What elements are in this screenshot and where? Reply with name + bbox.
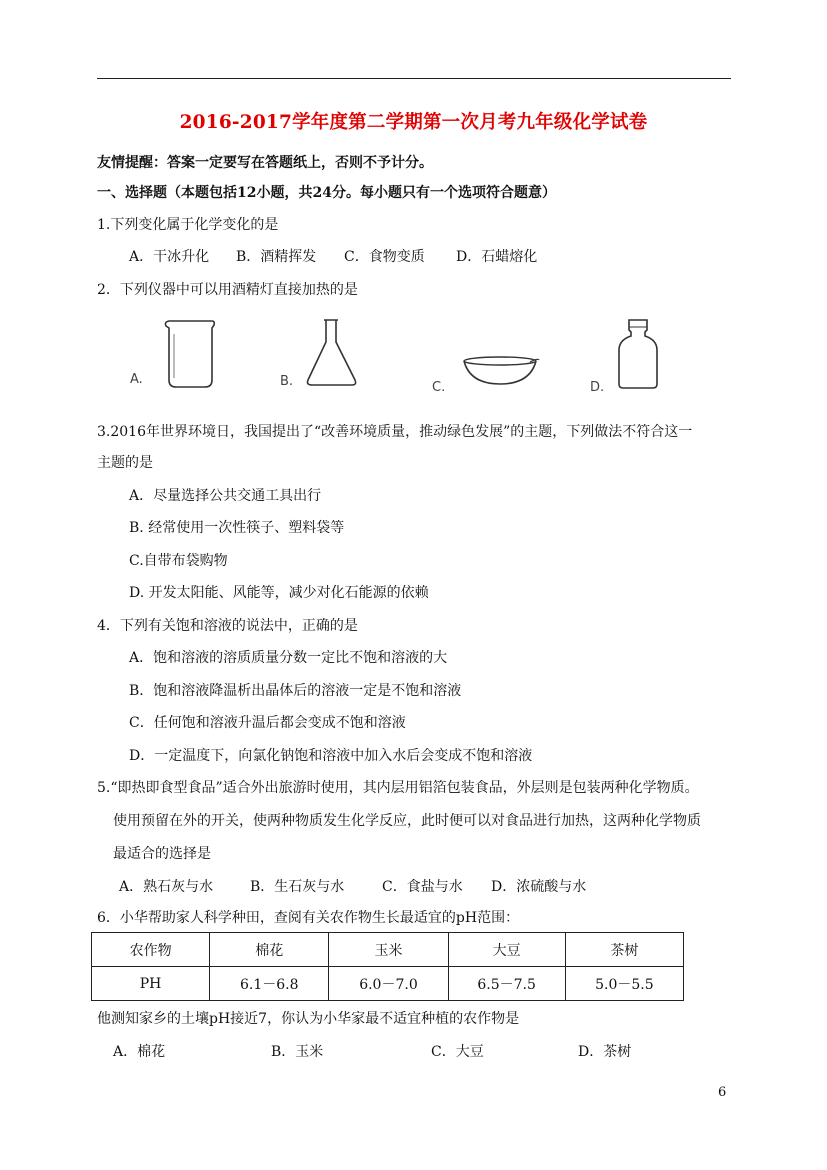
option-c: C．食盐与水: [382, 879, 463, 895]
evaporating-dish-figure: [460, 354, 540, 390]
section-heading: 一、选择题（本题包括12小题，共24分。每小题只有一个选项符合题意）: [97, 185, 556, 201]
table-cell: 农作物: [92, 933, 210, 967]
question-4-option-c: C．任何饱和溶液升温后都会变成不饱和溶液: [129, 715, 406, 731]
beaker-figure: [160, 316, 220, 390]
option-a: A．棉花: [113, 1044, 166, 1060]
table-cell: 6.0－7.0: [329, 967, 448, 1001]
option-d: D．石蜡熔化: [456, 249, 538, 265]
question-3-option-d: D. 开发太阳能、风能等，减少对化石能源的依赖: [129, 585, 429, 601]
table-cell: 5.0－5.5: [565, 967, 683, 1001]
question-4-option-d: D．一定温度下，向氯化钠饱和溶液中加入水后会变成不饱和溶液: [129, 748, 533, 764]
question-3-option-c: C.自带布袋购物: [129, 553, 228, 569]
option-a: A．干冰升化: [129, 249, 210, 265]
figure-label-b: B.: [280, 374, 294, 389]
question-2-stem: 2．下列仪器中可以用酒精灯直接加热的是: [97, 282, 358, 298]
question-3-option-b: B. 经常使用一次性筷子、塑料袋等: [129, 520, 345, 536]
table-cell: 玉米: [329, 933, 448, 967]
table-cell: 大豆: [448, 933, 565, 967]
question-5-stem-line1: 5.“即热即食型食品”适合外出旅游时使用，其内层用铝箔包装食品，外层则是包装两种化学物质。: [97, 780, 699, 796]
question-4-stem: 4．下列有关饱和溶液的说法中，正确的是: [97, 618, 358, 634]
ph-range-table: [91, 932, 684, 1001]
option-d: D．茶树: [578, 1044, 632, 1060]
question-4-option-a: A．饱和溶液的溶质质量分数一定比不饱和溶液的大: [129, 650, 448, 666]
reagent-bottle-figure: [615, 318, 661, 390]
question-5-stem-line2: 使用预留在外的开关，使两种物质发生化学反应，此时便可以对食品进行加热，这两种化学物质: [113, 813, 701, 829]
page-title: 2016-2017学年度第二学期第一次月考九年级化学试卷: [179, 112, 648, 133]
notice: 友情提醒：答案一定要写在答题纸上，否则不予计分。: [97, 155, 433, 171]
question-6-stem: 6．小华帮助家人科学种田，查阅有关农作物生长最适宜的pH范围：: [97, 910, 520, 926]
figure-label-d: D.: [590, 380, 605, 395]
table-cell: PH: [92, 967, 210, 1001]
question-4-option-b: B．饱和溶液降温析出晶体后的溶液一定是不饱和溶液: [129, 683, 462, 699]
question-5-stem-line3: 最适合的选择是: [113, 846, 211, 862]
figure-label-c: C.: [432, 380, 446, 395]
table-cell: 茶树: [565, 933, 683, 967]
table-cell: 棉花: [210, 933, 329, 967]
option-b: B．玉米: [271, 1044, 324, 1060]
table-cell: 6.1－6.8: [210, 967, 329, 1001]
question-3-option-a: A．尽量选择公共交通工具出行: [129, 488, 322, 504]
header-rule: [97, 78, 731, 79]
table-row: [92, 967, 684, 1001]
option-b: B．酒精挥发: [236, 249, 317, 265]
table-cell: 6.5－7.5: [448, 967, 565, 1001]
table-header-row: [92, 933, 684, 967]
option-c: C．大豆: [431, 1044, 484, 1060]
lab-apparatus-figures: [120, 312, 680, 402]
conical-flask-figure: [302, 318, 362, 388]
page-number: 6: [718, 1085, 727, 1100]
option-c: C．食物变质: [344, 249, 425, 265]
option-a: A．熟石灰与水: [119, 879, 214, 895]
question-1-stem: 1.下列变化属于化学变化的是: [97, 217, 279, 233]
figure-label-a: A.: [130, 372, 143, 387]
question-3-stem-line1: 3.2016年世界环境日，我国提出了“改善环境质量，推动绿色发展”的主题，下列做法不符合这一: [97, 424, 693, 440]
option-d: D．浓硫酸与水: [491, 879, 587, 895]
question-3-stem-line2: 主题的是: [97, 455, 153, 471]
question-6-follow: 他测知家乡的土壤pH接近7，你认为小华家最不适宜种植的农作物是: [97, 1011, 520, 1027]
option-b: B．生石灰与水: [250, 879, 345, 895]
